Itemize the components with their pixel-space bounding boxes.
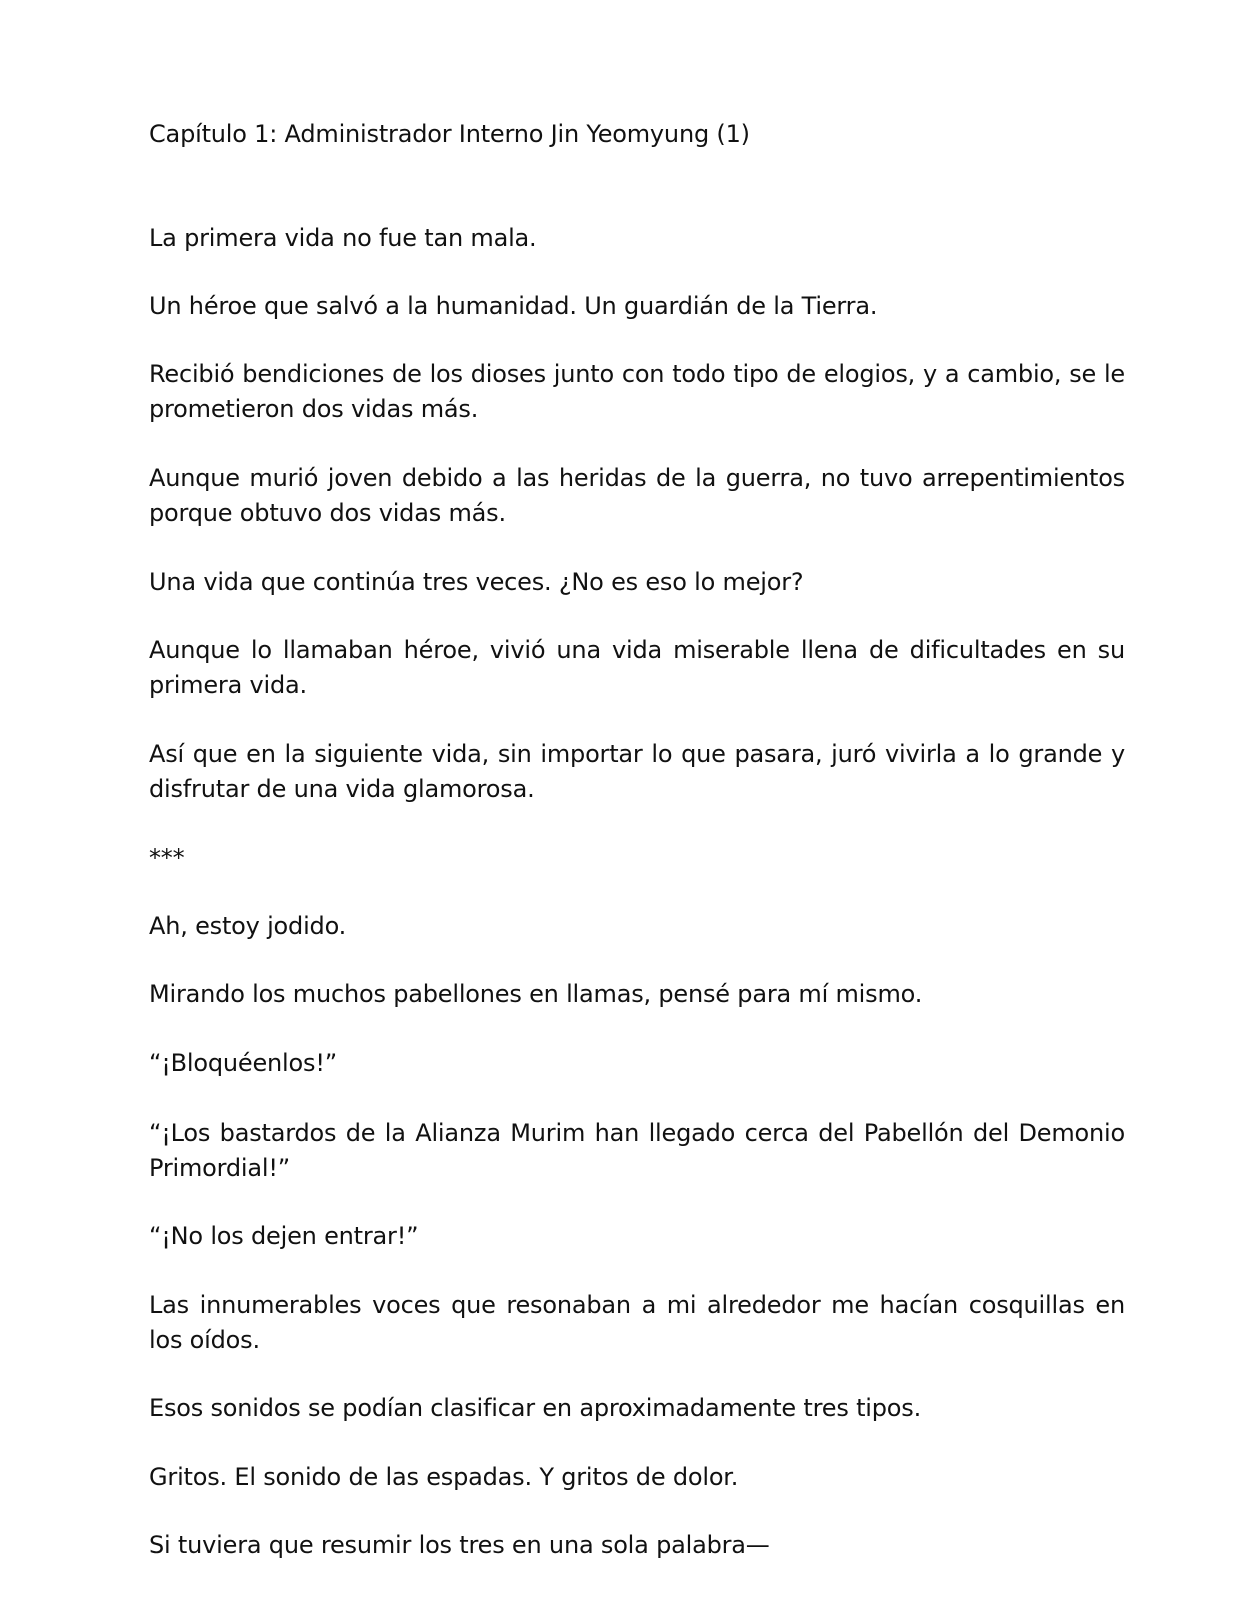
paragraph: Las innumerables voces que resonaban a mi alrededor me hacían cosquillas en los oídos. bbox=[149, 1291, 1125, 1354]
paragraph: Esos sonidos se podían clasificar en aproximadamente tres tipos. bbox=[149, 1394, 921, 1422]
dialogue-line: “¡Bloquéenlos!” bbox=[149, 1049, 337, 1077]
paragraph: La primera vida no fue tan mala. bbox=[149, 224, 537, 252]
paragraph: Recibió bendiciones de los dioses junto con todo tipo de elogios, y a cambio, se le prometieron dos vidas más. bbox=[149, 360, 1125, 423]
paragraph: Así que en la siguiente vida, sin importar lo que pasara, juró vivirla a lo grande y disfrutar de una vida glamorosa. bbox=[149, 740, 1125, 803]
paragraph: Aunque lo llamaban héroe, vivió una vida miserable llena de dificultades en su primera vida. bbox=[149, 636, 1125, 699]
paragraph: Un héroe que salvó a la humanidad. Un guardián de la Tierra. bbox=[149, 292, 878, 320]
paragraph: Aunque murió joven debido a las heridas de la guerra, no tuvo arrepentimientos porque obtuvo dos vidas más. bbox=[149, 464, 1125, 527]
scene-break: *** bbox=[149, 844, 185, 872]
paragraph: Una vida que continúa tres veces. ¿No es eso lo mejor? bbox=[149, 568, 804, 596]
chapter-title: Capítulo 1: Administrador Interno Jin Yeomyung (1) bbox=[149, 120, 750, 148]
paragraph: Gritos. El sonido de las espadas. Y gritos de dolor. bbox=[149, 1463, 739, 1491]
paragraph: Mirando los muchos pabellones en llamas, pensé para mí mismo. bbox=[149, 980, 923, 1008]
paragraph: Si tuviera que resumir los tres en una sola palabra— bbox=[149, 1531, 770, 1559]
dialogue-line: “¡Los bastardos de la Alianza Murim han llegado cerca del Pabellón del Demonio Primordial!” bbox=[149, 1119, 1125, 1182]
dialogue-line: “¡No los dejen entrar!” bbox=[149, 1222, 419, 1250]
paragraph: Ah, estoy jodido. bbox=[149, 912, 347, 940]
